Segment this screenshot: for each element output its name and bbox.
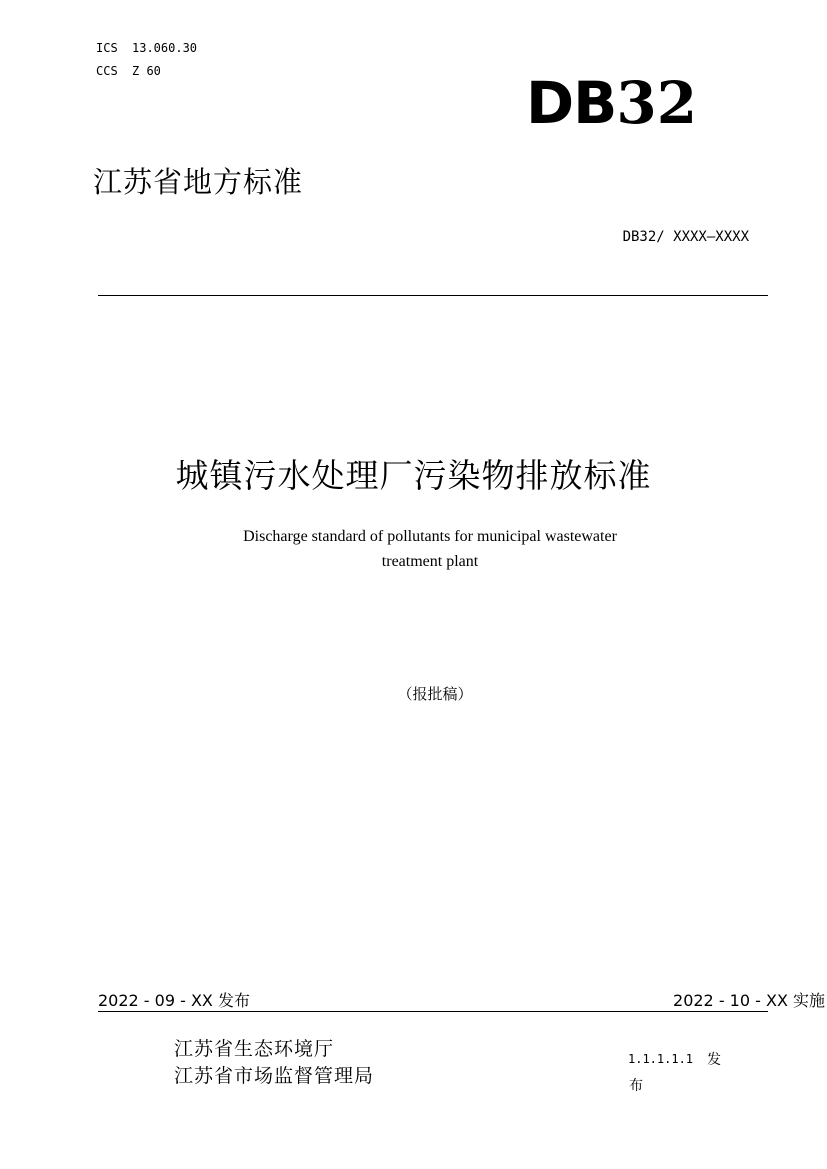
db32-logo (526, 69, 698, 137)
issuer-ecology-department: 江苏省生态环境厅 (174, 1038, 335, 1060)
ics-label: ICS (96, 41, 118, 55)
header-divider (98, 295, 768, 296)
title-chinese: 城镇污水处理厂污染物排放标准 (175, 456, 652, 495)
draft-status: （报批稿） (397, 685, 473, 703)
ics-code (96, 41, 197, 55)
footer-divider (98, 1011, 768, 1012)
title-english-line-2: treatment plant (381, 553, 479, 570)
ccs-value: Z 60 (132, 64, 161, 78)
db-logo-number: 32 (616, 69, 698, 137)
db-logo-letters: DB (526, 69, 617, 137)
effective-date: 2022 - 10 - XX 实施 (673, 991, 825, 1010)
ics-value: 13.060.30 (132, 41, 198, 55)
title-english-line-1: Discharge standard of pollutants for municipal wastewater (243, 528, 617, 545)
standard-type: 江苏省地方标准 (93, 165, 304, 199)
publish-number: 1.1.1.1.1 (628, 1052, 694, 1066)
ccs-code (96, 64, 161, 78)
publish-char-top: 发 (707, 1052, 721, 1068)
issue-date: 2022 - 09 - XX 发布 (98, 991, 250, 1010)
ccs-label: CCS (96, 64, 118, 78)
standard-code: DB32/ XXXX—XXXX (622, 229, 749, 245)
issuer-market-regulation: 江苏省市场监督管理局 (174, 1065, 375, 1087)
publish-char-bottom: 布 (629, 1078, 643, 1094)
